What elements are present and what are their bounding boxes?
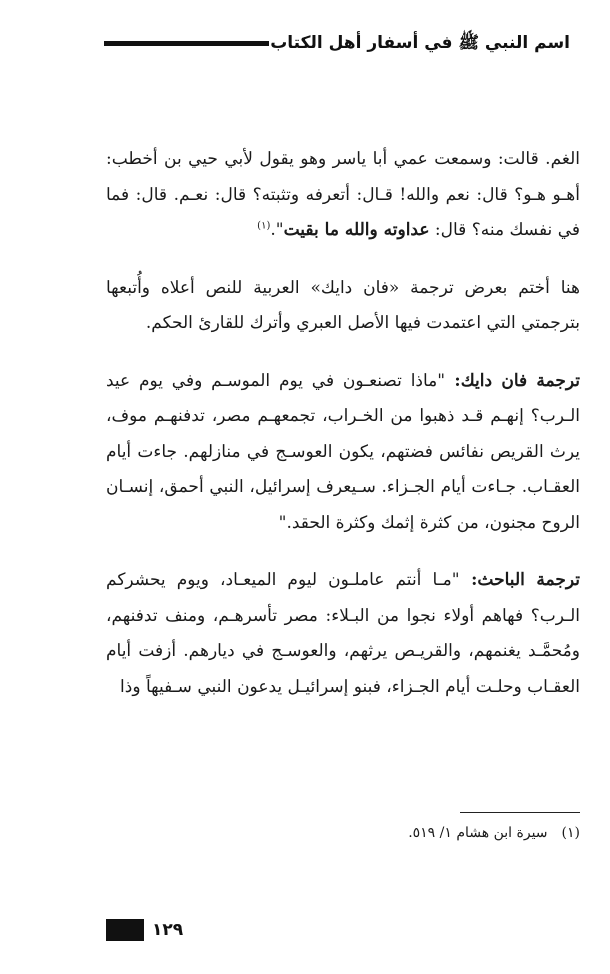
running-title: اسم النبي ﷺ في أسفار أهل الكتاب xyxy=(270,32,570,53)
footnote-reference[interactable]: (١) xyxy=(257,220,271,232)
paragraph-1 xyxy=(106,142,580,249)
text-segment-bold: عداوته والله ما بقيت xyxy=(283,220,430,240)
text-segment-bold: ترجمة فان دايك: xyxy=(445,370,580,391)
text-segment: الغم. قالت: وسمعت عمي أبا ياسر وهو يقول لأبي حيي بن أخطب: أهـو هـو؟ قال: نعم والله! قـال: أتعرفه وتثبته؟ قال: نعـم. قال: فما في نفسك منه؟ قال: xyxy=(106,149,580,240)
text-segment: "ماذا تصنعـون في يوم الموسـم وفي يوم عيد الـرب؟ إنهـم قـد ذهبوا من الخـراب، تجمعهـم مصر، تدفنهـم موف، يرث القريص نفائس فضتهم، يكون العوسـج في منازلهم. جاءت أيام العقـاب. جـاءت أيام الجـزاء. سـيعرف إسرائيل، النبي أحمق، إنسـان الروح مجنون، من كثرة إثمك وكثرة الحقد." xyxy=(106,370,580,533)
text-segment: ". xyxy=(270,220,284,240)
footnote-number: (١) xyxy=(561,825,580,841)
text-segment-bold: ترجمة الباحث: xyxy=(459,570,580,590)
paragraph-3 xyxy=(106,364,580,542)
page-number: ١٢٩ xyxy=(152,920,184,940)
paragraph-2 xyxy=(106,271,580,342)
text-segment: "مـا أنتم عاملـون ليوم الميعـاد، ويوم يحشركم الـرب؟ فهاهم أولاء نجوا من البـلاء: مصر تأسرهـم، ومنف تدفنهم، ومُحمَّـد يغنمهم، والقريـص يرثهم، والعوسـج في ديارهم. أزفت أيام العقـاب وحلـت أيام الجـزاء، فبنو إسرائيـل يدعون النبي سـفيهاً وذا xyxy=(106,570,580,697)
footnote xyxy=(408,822,580,844)
text-segment: هنا أختم بعرض ترجمة «فان دايك» العربية للنص أعلاه وأُتبعها بترجمتي التي اعتمدت فيها الأصل العبري وأترك للقارئ الحكم. xyxy=(106,277,580,333)
header-rule xyxy=(104,41,269,46)
paragraph-4 xyxy=(106,563,580,705)
page-number-block xyxy=(106,919,144,941)
footnote-rule xyxy=(460,812,580,813)
page-footer xyxy=(106,918,183,942)
body-text xyxy=(106,142,580,705)
footnote-text: سيرة ابن هشام ١/ ٥١٩. xyxy=(408,825,548,841)
